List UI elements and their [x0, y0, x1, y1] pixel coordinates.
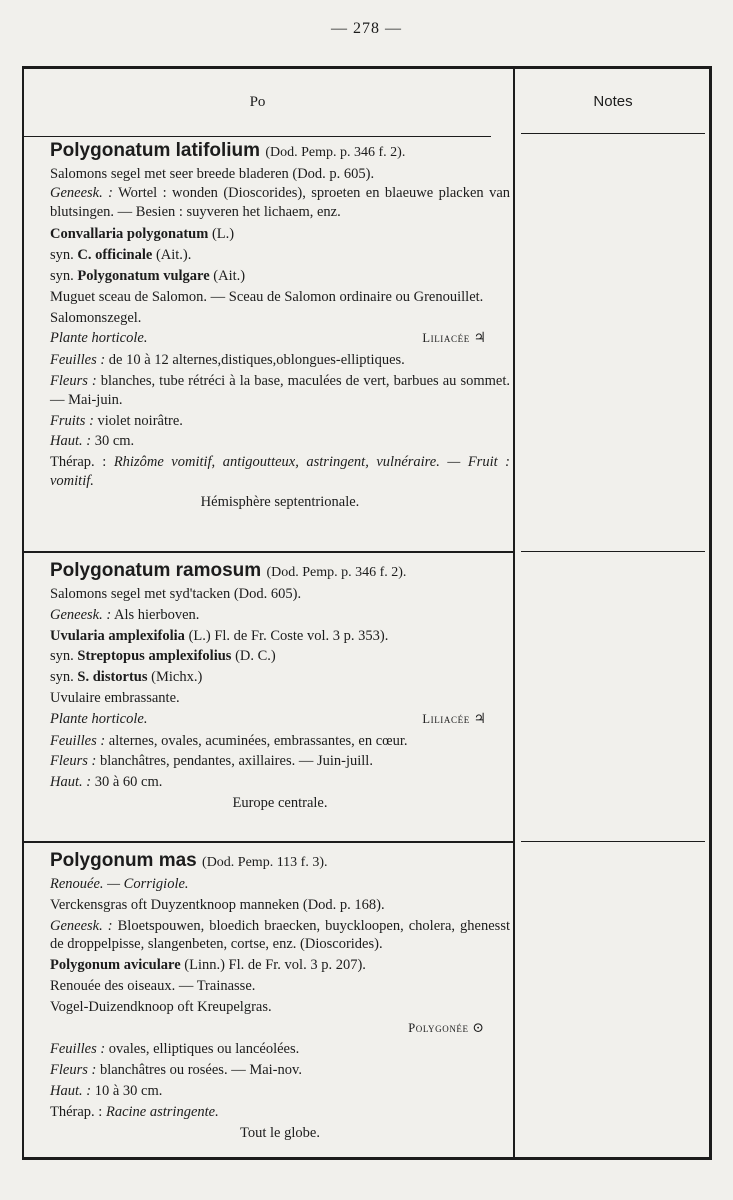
- geneesk-text: Geneesk. : Wortel : wonden (Dioscorides), sproeten en blaeuwe placken van blutsingen. — Besien : suyveren het lichaem, enz.: [50, 184, 510, 220]
- entry-separator: [24, 841, 513, 843]
- flemish-name: Salomons segel met syd'tacken (Dod. 605).: [50, 586, 302, 602]
- synonym-main: Uvularia amplexifolia (L.) Fl. de Fr. Coste vol. 3 p. 353).: [50, 627, 389, 644]
- dutch-name: Vogel-Duizendknoop oft Kreupelgras.: [50, 998, 272, 1015]
- hauteur: Haut. : 30 à 60 cm.: [50, 774, 163, 791]
- hauteur: Haut. : 30 cm.: [50, 433, 135, 450]
- plant-type-row: Plante horticole. Liliacée ♃: [50, 330, 486, 347]
- table-frame: [22, 66, 712, 1160]
- therapeutique: Thérap. : Racine astringente.: [50, 1103, 219, 1120]
- entry-polygonatum-latifolium: [50, 139, 510, 512]
- common-names: Renouée. — Corrigiole.: [50, 876, 189, 892]
- fruits: Fruits : violet noirâtre.: [50, 412, 183, 429]
- fleurs: Fleurs : blanches, tube rétréci à la base, maculées de vert, barbues au sommet. — Mai-juin.: [50, 372, 511, 408]
- entry-title: Polygonatum latifolium (Dod. Pemp. p. 346 f. 2).: [50, 140, 406, 161]
- entry-title: Polygonatum ramosum (Dod. Pemp. p. 346 f. 2).: [50, 560, 407, 581]
- distribution: Tout le globe.: [240, 1124, 320, 1141]
- fleurs: Fleurs : blanchâtres ou rosées. — Mai-nov.: [50, 1062, 302, 1079]
- distribution: Europe centrale.: [232, 794, 328, 811]
- synonym-main: Convallaria polygonatum (L.): [50, 226, 235, 243]
- synonym-2: syn. S. distortus (Michx.): [50, 669, 203, 686]
- column-divider: [513, 69, 515, 1157]
- entry-title: Polygonum mas (Dod. Pemp. 113 f. 3).: [50, 850, 328, 871]
- feuilles: Feuilles : alternes, ovales, acuminées, embrassantes, en cœur.: [50, 732, 408, 749]
- french-name: Uvulaire embrassante.: [50, 689, 180, 706]
- page-number: — 278 —: [331, 20, 402, 37]
- synonym-1: syn. Streptopus amplexifolius (D. C.): [50, 648, 276, 665]
- family-row: Polygonée ⊙: [408, 1020, 484, 1036]
- flemish-name: Verckensgras oft Duyzentknoop manneken (Dod. p. 168).: [50, 896, 385, 913]
- feuilles: Feuilles : ovales, elliptiques ou lancéolées.: [50, 1041, 300, 1058]
- distribution: Hémisphère septentrionale.: [200, 493, 360, 510]
- entry-separator: [24, 551, 513, 553]
- geneesk-text: Geneesk. : Als hierboven.: [50, 606, 200, 623]
- entry-polygonatum-ramosum: [50, 559, 510, 813]
- french-name: Renouée des oiseaux. — Trainasse.: [50, 977, 256, 994]
- synonym-1: syn. C. officinale (Ait.).: [50, 247, 192, 264]
- notes-rule: [521, 133, 705, 134]
- synonym-main: Polygonum aviculare (Linn.) Fl. de Fr. vol. 3 p. 207).: [50, 957, 366, 974]
- dutch-name: Salomonszegel.: [50, 309, 142, 326]
- column-header-left: Po: [24, 69, 491, 137]
- flemish-name: Salomons segel met seer breede bladeren (Dod. p. 605).: [50, 166, 375, 182]
- plant-type-row: Plante horticole. Liliacée ♃: [50, 710, 486, 727]
- column-header-notes: Notes: [593, 92, 633, 110]
- hauteur: Haut. : 10 à 30 cm.: [50, 1082, 163, 1099]
- notes-rule: [521, 551, 705, 552]
- french-names: Muguet sceau de Salomon. — Sceau de Salomon ordinaire ou Grenouillet.: [50, 288, 484, 305]
- notes-rule: [521, 841, 705, 842]
- entry-polygonum-mas: [50, 849, 510, 1142]
- geneesk-text: Geneesk. : Bloetspouwen, bloedich braecken, buyckloopen, cholera, ghenesst de droppelpisse, slangenbeten, cortse, enz. (Dioscorides).: [50, 917, 510, 953]
- therapeutique: Thérap. : Rhizôme vomitif, antigoutteux, astringent, vulnéraire. — Fruit : vomitif.: [50, 454, 510, 489]
- feuilles: Feuilles : de 10 à 12 alternes,distiques,oblongues-elliptiques.: [50, 352, 405, 369]
- fleurs: Fleurs : blanchâtres, pendantes, axillaires. — Juin-juill.: [50, 753, 373, 770]
- synonym-2: syn. Polygonatum vulgare (Ait.): [50, 267, 246, 284]
